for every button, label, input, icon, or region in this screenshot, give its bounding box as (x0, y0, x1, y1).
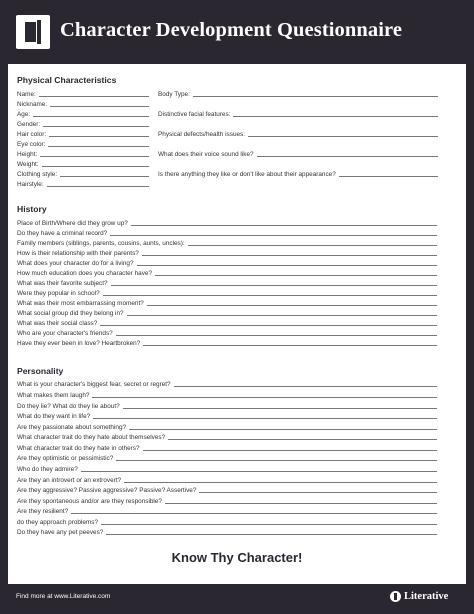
question-row[interactable] (17, 328, 437, 337)
answer-line[interactable] (92, 397, 437, 398)
question-label: Do they lie? What do they lie about? (17, 403, 120, 410)
field-label: Nickname: (17, 101, 48, 108)
door-logo-icon (16, 15, 50, 49)
question-label: Are they resilient? (17, 508, 69, 515)
answer-line[interactable] (233, 116, 438, 117)
question-label: Are they spontaneous and/or are they responsible? (17, 498, 162, 505)
question-label: Place of Birth/Where did they grow up? (17, 220, 128, 227)
answer-line[interactable] (39, 96, 149, 97)
question-label: What is your character's biggest fear, secret or regret? (17, 381, 171, 388)
question-label: What character trait do they hate in others? (17, 445, 140, 452)
answer-line[interactable] (131, 225, 437, 226)
answer-line[interactable] (142, 255, 437, 256)
question-label: What do they want in life? (17, 413, 91, 420)
literative-logo-icon (390, 591, 401, 602)
question-label: Were they popular in school? (17, 290, 100, 297)
answer-line[interactable] (188, 245, 437, 246)
question-row[interactable] (17, 453, 437, 462)
question-row[interactable] (17, 464, 437, 473)
page-title: Character Development Questionnaire (60, 19, 403, 41)
field-label: Body Type: (158, 91, 190, 98)
question-row[interactable] (17, 288, 437, 297)
answer-line[interactable] (168, 439, 437, 440)
question-row[interactable] (17, 422, 437, 431)
questionnaire-sheet (8, 64, 466, 584)
answer-line[interactable] (248, 136, 438, 137)
answer-line[interactable] (129, 429, 437, 430)
question-label: How much education does you character have? (17, 270, 152, 277)
field-gender[interactable] (17, 119, 149, 128)
answer-line[interactable] (143, 345, 437, 346)
field-label: Physical defects/health issues: (158, 131, 246, 138)
section-heading-physical: Physical Characteristics (17, 75, 117, 85)
answer-line[interactable] (42, 166, 149, 167)
field-eye-color[interactable] (17, 139, 149, 148)
field-body-type[interactable] (158, 89, 438, 98)
answer-line[interactable] (43, 126, 149, 127)
field-name[interactable] (17, 89, 149, 98)
field-appearance-opinion[interactable] (158, 169, 438, 178)
field-label: What does their voice sound like? (158, 151, 254, 158)
answer-line[interactable] (49, 136, 149, 137)
question-label: What was their favorite subject? (17, 280, 108, 287)
answer-line[interactable] (143, 450, 437, 451)
answer-line[interactable] (137, 265, 437, 266)
field-age[interactable] (17, 109, 149, 118)
question-label: Are they aggressive? Passive aggressive? Passive? Assertive? (17, 487, 197, 494)
question-row[interactable] (17, 379, 437, 388)
question-label: What character trait do they hate about themselves? (17, 434, 166, 441)
field-label: Is there anything they like or don't like about their appearance? (158, 171, 336, 178)
answer-line[interactable] (193, 96, 438, 97)
question-row[interactable] (17, 228, 437, 237)
field-nickname[interactable] (17, 99, 149, 108)
brand-name: Literative (404, 590, 449, 602)
answer-line[interactable] (199, 492, 437, 493)
question-row[interactable] (17, 318, 437, 327)
answer-line[interactable] (71, 513, 437, 514)
question-row[interactable] (17, 268, 437, 277)
question-label: Are they optimistic or pessimistic? (17, 455, 114, 462)
question-label: How is their relationship with their parents? (17, 250, 139, 257)
answer-line[interactable] (165, 503, 437, 504)
question-label: What was their most embarrassing moment? (17, 300, 144, 307)
answer-line[interactable] (116, 460, 437, 461)
question-row[interactable] (17, 218, 437, 227)
footer-website-link[interactable]: Find more at www.Literative.com (16, 593, 111, 600)
answer-line[interactable] (155, 275, 437, 276)
answer-line[interactable] (93, 418, 437, 419)
field-clothing-style[interactable] (17, 169, 149, 178)
answer-line[interactable] (116, 335, 437, 336)
section-heading-personality: Personality (17, 366, 64, 376)
field-label: Gender: (17, 121, 41, 128)
field-label: Hair color: (17, 131, 47, 138)
header-bar (0, 0, 474, 64)
question-label: Do they have any pet peeves? (17, 529, 104, 536)
field-height[interactable] (17, 149, 149, 158)
question-row[interactable] (17, 527, 437, 536)
answer-line[interactable] (103, 295, 437, 296)
field-label: Weight: (17, 161, 39, 168)
question-row[interactable] (17, 496, 437, 505)
field-label: Distinctive facial features: (158, 111, 231, 118)
tagline: Know Thy Character! (171, 550, 303, 565)
answer-line[interactable] (339, 176, 438, 177)
answer-line[interactable] (48, 146, 149, 147)
question-label: do they approach problems? (17, 519, 99, 526)
question-label: What was their social class? (17, 320, 98, 327)
question-row[interactable] (17, 485, 437, 494)
question-row[interactable] (17, 298, 437, 307)
answer-line[interactable] (124, 482, 437, 483)
answer-line[interactable] (106, 534, 437, 535)
answer-line[interactable] (33, 116, 149, 117)
answer-line[interactable] (81, 471, 437, 472)
question-row[interactable] (17, 432, 437, 441)
question-label: Have they ever been in love? Heartbroken? (17, 340, 141, 347)
field-label: Name: (17, 91, 36, 98)
question-label: What social group did they belong in? (17, 310, 124, 317)
question-row[interactable] (17, 475, 437, 484)
answer-line[interactable] (100, 325, 437, 326)
question-row[interactable] (17, 411, 437, 420)
question-label: Are they an introvert or an extrovert? (17, 477, 122, 484)
field-label: Height: (17, 151, 38, 158)
field-voice[interactable] (158, 149, 438, 158)
question-row[interactable] (17, 517, 437, 526)
question-row[interactable] (17, 443, 437, 452)
answer-line[interactable] (174, 386, 437, 387)
question-label: Family members (siblings, parents, cousins, aunts, uncles): (17, 240, 185, 247)
answer-line[interactable] (127, 315, 437, 316)
question-label: Do they have a criminal record? (17, 230, 108, 237)
question-label: Who do they admire? (17, 466, 78, 473)
field-label: Eye color: (17, 141, 46, 148)
answer-line[interactable] (60, 176, 149, 177)
field-weight[interactable] (17, 159, 149, 168)
question-row[interactable] (17, 278, 437, 287)
field-label: Age: (17, 111, 31, 118)
question-row[interactable] (17, 238, 437, 247)
field-hair-color[interactable] (17, 129, 149, 138)
question-label: Are they passionate about something? (17, 424, 127, 431)
field-physical-defects[interactable] (158, 129, 438, 138)
question-row[interactable] (17, 390, 437, 399)
field-facial-features[interactable] (158, 109, 438, 118)
field-label: Hairstyle: (17, 181, 44, 188)
question-label: What makes them laugh? (17, 392, 90, 399)
answer-line[interactable] (110, 235, 437, 236)
question-row[interactable] (17, 338, 437, 347)
field-label: Clothing style: (17, 171, 58, 178)
question-label: Who are your character's friends? (17, 330, 113, 337)
answer-line[interactable] (40, 156, 149, 157)
question-row[interactable] (17, 248, 437, 257)
answer-line[interactable] (111, 285, 437, 286)
answer-line[interactable] (101, 524, 437, 525)
answer-line[interactable] (123, 408, 437, 409)
brand-logo (390, 589, 448, 603)
answer-line[interactable] (47, 186, 149, 187)
section-heading-history: History (17, 204, 47, 214)
question-row[interactable] (17, 308, 437, 317)
answer-line[interactable] (50, 106, 149, 107)
answer-line[interactable] (257, 156, 438, 157)
answer-line[interactable] (147, 305, 437, 306)
question-row[interactable] (17, 258, 437, 267)
question-label: What does your character do for a living? (17, 260, 134, 267)
question-row[interactable] (17, 401, 437, 410)
field-hairstyle[interactable] (17, 179, 149, 188)
question-row[interactable] (17, 506, 437, 515)
